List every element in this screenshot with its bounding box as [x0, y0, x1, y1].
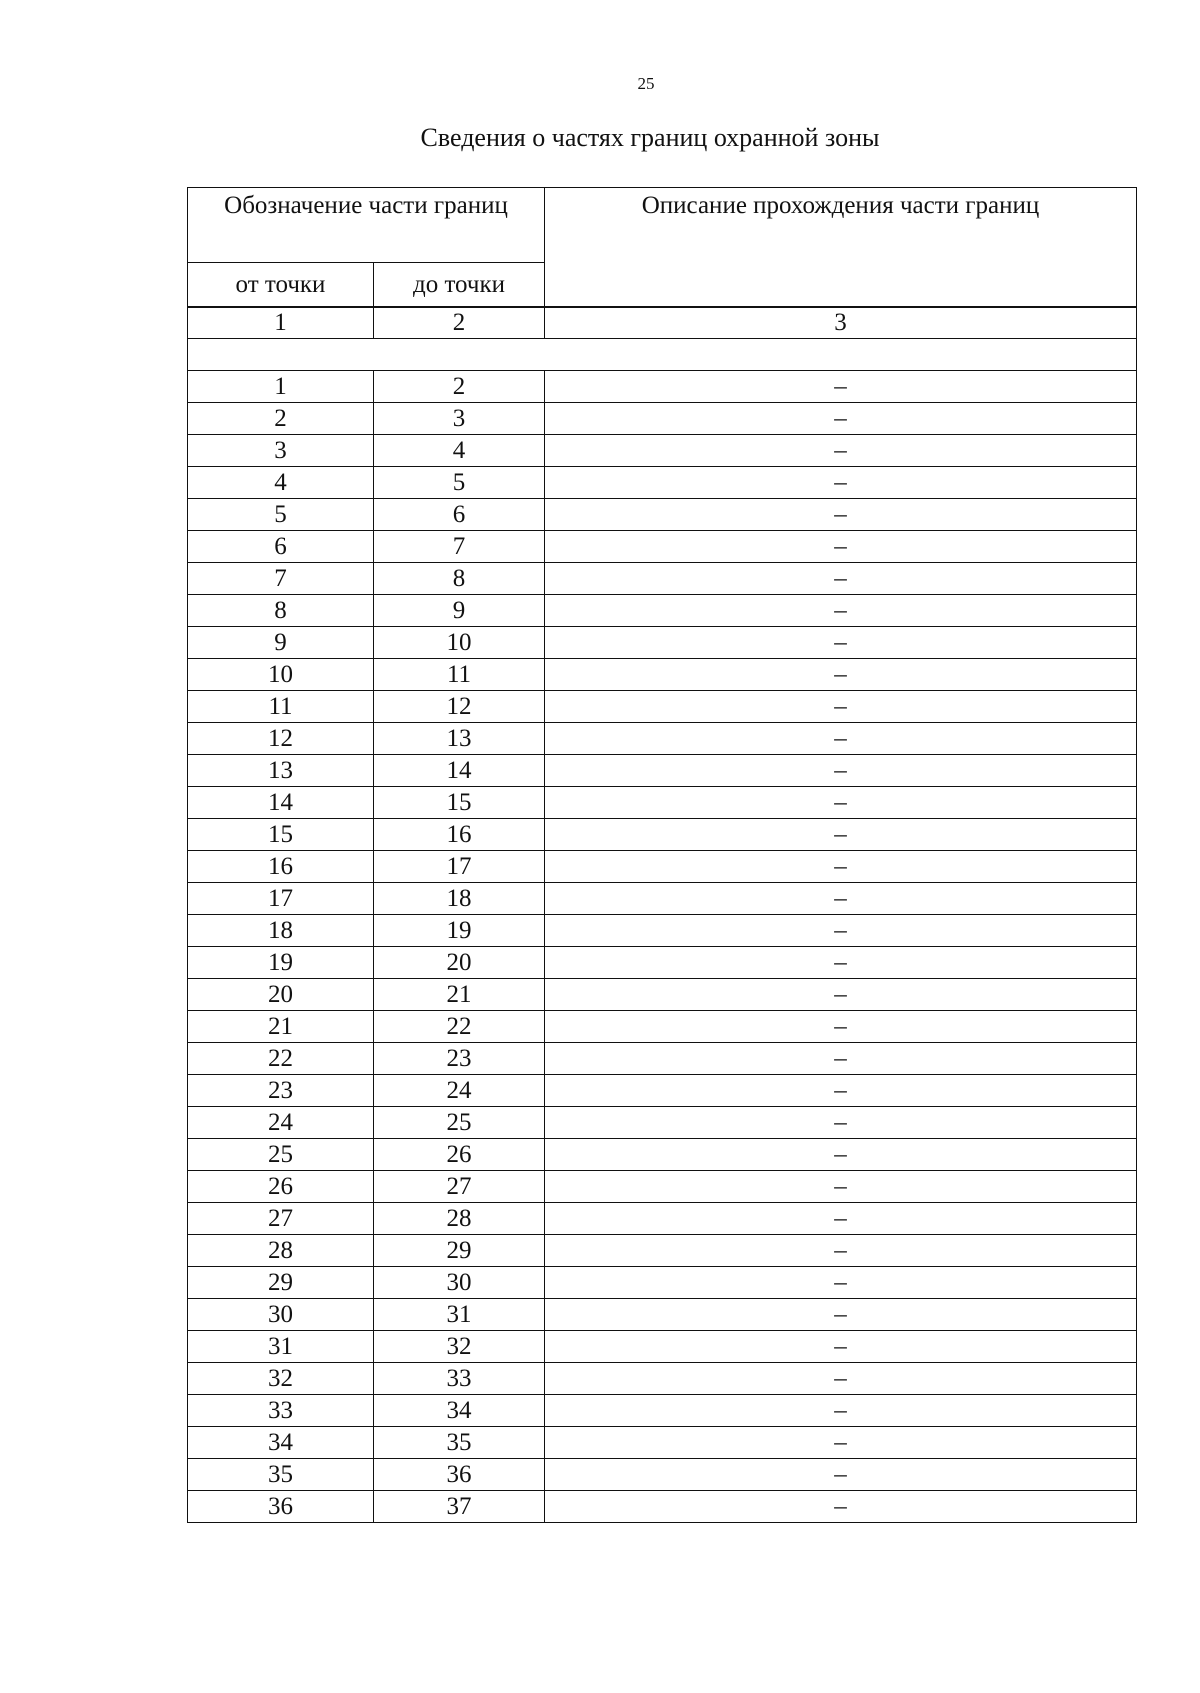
table-row: [188, 659, 1137, 691]
table-row: [188, 1075, 1137, 1107]
cell-description: –: [545, 1267, 1137, 1299]
cell-to-point: 15: [374, 787, 545, 819]
cell-to-point: 31: [374, 1299, 545, 1331]
cell-to-point: 19: [374, 915, 545, 947]
cell-description: –: [545, 723, 1137, 755]
table-row: [188, 787, 1137, 819]
column-number-row: [188, 307, 1137, 339]
cell-description: –: [545, 595, 1137, 627]
cell-description: –: [545, 819, 1137, 851]
cell-to-point: 36: [374, 1459, 545, 1491]
cell-to-point: 17: [374, 851, 545, 883]
table-row: [188, 1171, 1137, 1203]
cell-to-point: 28: [374, 1203, 545, 1235]
table-row: [188, 467, 1137, 499]
table-row: [188, 403, 1137, 435]
cell-description: –: [545, 883, 1137, 915]
cell-description: –: [545, 531, 1137, 563]
cell-from-point: 14: [188, 787, 374, 819]
table-row: [188, 1491, 1137, 1523]
cell-description: –: [545, 1075, 1137, 1107]
cell-to-point: 18: [374, 883, 545, 915]
cell-from-point: 3: [188, 435, 374, 467]
cell-to-point: 26: [374, 1139, 545, 1171]
cell-from-point: 7: [188, 563, 374, 595]
cell-description: –: [545, 1235, 1137, 1267]
cell-to-point: 21: [374, 979, 545, 1011]
column-number: 1: [188, 307, 374, 339]
cell-to-point: 11: [374, 659, 545, 691]
table-row: [188, 1331, 1137, 1363]
cell-to-point: 9: [374, 595, 545, 627]
boundary-parts-table: [187, 306, 1137, 1523]
cell-from-point: 17: [188, 883, 374, 915]
cell-description: –: [545, 691, 1137, 723]
table-row: [188, 691, 1137, 723]
cell-from-point: 10: [188, 659, 374, 691]
cell-to-point: 22: [374, 1011, 545, 1043]
cell-description: –: [545, 499, 1137, 531]
cell-from-point: 1: [188, 371, 374, 403]
cell-description: –: [545, 467, 1137, 499]
cell-from-point: 28: [188, 1235, 374, 1267]
cell-to-point: 35: [374, 1427, 545, 1459]
cell-description: –: [545, 1171, 1137, 1203]
cell-from-point: 24: [188, 1107, 374, 1139]
table-row: [188, 1043, 1137, 1075]
cell-to-point: 23: [374, 1043, 545, 1075]
cell-from-point: 20: [188, 979, 374, 1011]
table-row: [188, 371, 1137, 403]
cell-from-point: 34: [188, 1427, 374, 1459]
cell-to-point: 8: [374, 563, 545, 595]
cell-description: –: [545, 1107, 1137, 1139]
cell-description: –: [545, 1139, 1137, 1171]
cell-to-point: 2: [374, 371, 545, 403]
cell-from-point: 15: [188, 819, 374, 851]
cell-from-point: 5: [188, 499, 374, 531]
cell-to-point: 25: [374, 1107, 545, 1139]
cell-from-point: 22: [188, 1043, 374, 1075]
page-number: 25: [637, 74, 655, 93]
table-row: [188, 435, 1137, 467]
cell-description: –: [545, 1043, 1137, 1075]
cell-description: –: [545, 1395, 1137, 1427]
cell-from-point: 27: [188, 1203, 374, 1235]
cell-description: –: [545, 755, 1137, 787]
cell-description: –: [545, 1203, 1137, 1235]
cell-from-point: 21: [188, 1011, 374, 1043]
table-row: [188, 979, 1137, 1011]
cell-from-point: 31: [188, 1331, 374, 1363]
cell-from-point: 16: [188, 851, 374, 883]
cell-from-point: 8: [188, 595, 374, 627]
table-row: [188, 1235, 1137, 1267]
cell-to-point: 37: [374, 1491, 545, 1523]
cell-from-point: 18: [188, 915, 374, 947]
table-row: [188, 755, 1137, 787]
cell-description: –: [545, 435, 1137, 467]
cell-description: –: [545, 659, 1137, 691]
cell-description: –: [545, 787, 1137, 819]
cell-description: –: [545, 1299, 1137, 1331]
cell-description: –: [545, 1459, 1137, 1491]
cell-to-point: 33: [374, 1363, 545, 1395]
cell-from-point: 9: [188, 627, 374, 659]
cell-to-point: 6: [374, 499, 545, 531]
cell-description: –: [545, 563, 1137, 595]
cell-from-point: 12: [188, 723, 374, 755]
table-row: [188, 1203, 1137, 1235]
table-row: [188, 915, 1137, 947]
cell-from-point: 29: [188, 1267, 374, 1299]
table-row: [188, 947, 1137, 979]
table-row: [188, 1011, 1137, 1043]
cell-from-point: 23: [188, 1075, 374, 1107]
header-to-point: до точки: [374, 263, 545, 308]
table-row: [188, 563, 1137, 595]
table-row: [188, 1107, 1137, 1139]
cell-to-point: 13: [374, 723, 545, 755]
table-row: [188, 627, 1137, 659]
cell-from-point: 4: [188, 467, 374, 499]
cell-to-point: 14: [374, 755, 545, 787]
cell-description: –: [545, 1363, 1137, 1395]
cell-description: –: [545, 947, 1137, 979]
cell-from-point: 35: [188, 1459, 374, 1491]
cell-from-point: 26: [188, 1171, 374, 1203]
table-row: [188, 1299, 1137, 1331]
table-row: [188, 1363, 1137, 1395]
cell-from-point: 6: [188, 531, 374, 563]
table-row: [188, 883, 1137, 915]
cell-from-point: 32: [188, 1363, 374, 1395]
cell-from-point: 11: [188, 691, 374, 723]
column-number: 3: [545, 307, 1137, 339]
table-row: [188, 499, 1137, 531]
header-designation: Обозначение части границ: [188, 188, 545, 263]
table-row: [188, 1267, 1137, 1299]
cell-to-point: 5: [374, 467, 545, 499]
cell-to-point: 34: [374, 1395, 545, 1427]
section-spacer-row: [188, 339, 1137, 371]
cell-to-point: 3: [374, 403, 545, 435]
table-row: [188, 1427, 1137, 1459]
table-row: [188, 851, 1137, 883]
table-row: [188, 1395, 1137, 1427]
cell-from-point: 2: [188, 403, 374, 435]
cell-to-point: 4: [374, 435, 545, 467]
cell-from-point: 25: [188, 1139, 374, 1171]
table-row: [188, 1459, 1137, 1491]
table-row: [188, 819, 1137, 851]
cell-from-point: 19: [188, 947, 374, 979]
cell-description: –: [545, 627, 1137, 659]
table-row: [188, 1139, 1137, 1171]
column-number: 2: [374, 307, 545, 339]
cell-to-point: 7: [374, 531, 545, 563]
cell-to-point: 29: [374, 1235, 545, 1267]
cell-from-point: 13: [188, 755, 374, 787]
table-header: [187, 187, 1137, 308]
table-row: [188, 723, 1137, 755]
cell-description: –: [545, 915, 1137, 947]
cell-description: –: [545, 1427, 1137, 1459]
table-row: [188, 595, 1137, 627]
cell-from-point: 30: [188, 1299, 374, 1331]
cell-description: –: [545, 1331, 1137, 1363]
cell-to-point: 16: [374, 819, 545, 851]
cell-description: –: [545, 851, 1137, 883]
header-from-point: от точки: [188, 263, 374, 308]
cell-to-point: 24: [374, 1075, 545, 1107]
spacer-cell: [188, 339, 1137, 371]
cell-description: –: [545, 1011, 1137, 1043]
table-row: [188, 531, 1137, 563]
cell-description: –: [545, 979, 1137, 1011]
cell-to-point: 27: [374, 1171, 545, 1203]
cell-description: –: [545, 1491, 1137, 1523]
cell-description: –: [545, 403, 1137, 435]
cell-to-point: 32: [374, 1331, 545, 1363]
cell-to-point: 20: [374, 947, 545, 979]
cell-to-point: 12: [374, 691, 545, 723]
header-description: Описание прохождения части границ: [545, 188, 1137, 308]
cell-to-point: 30: [374, 1267, 545, 1299]
cell-from-point: 33: [188, 1395, 374, 1427]
cell-from-point: 36: [188, 1491, 374, 1523]
cell-description: –: [545, 371, 1137, 403]
document-title: Сведения о частях границ охранной зоны: [420, 123, 880, 152]
cell-to-point: 10: [374, 627, 545, 659]
